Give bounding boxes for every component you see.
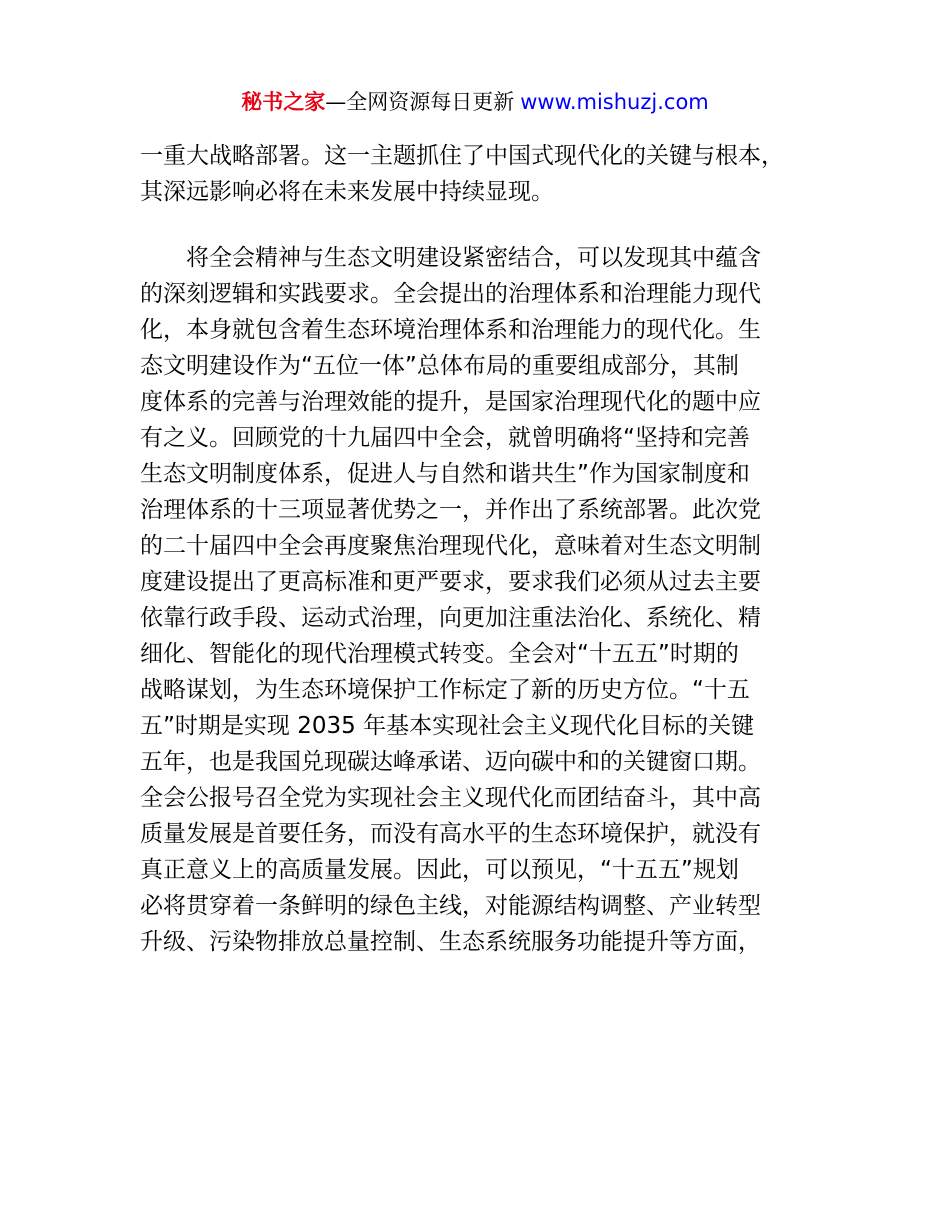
text-line: 态文明建设作为“五位一体”总体布局的重要组成部分，其制 xyxy=(140,353,739,379)
text-line: 的深刻逻辑和实践要求。全会提出的治理体系和治理能力现代 xyxy=(140,281,761,307)
text-line: 化，本身就包含着生态环境治理体系和治理能力的现代化。生 xyxy=(140,317,761,343)
text-line: 全会公报号召全党为实现社会主义现代化而团结奋斗，其中高 xyxy=(140,785,761,811)
text-line: 将全会精神与生态文明建设紧密结合，可以发现其中蕴含 xyxy=(140,245,761,271)
text-line: 五”时期是实现 2035 年基本实现社会主义现代化目标的关键 xyxy=(140,713,755,739)
text-line: 一重大战略部署。这一主题抓住了中国式现代化的关键与根本， xyxy=(140,143,784,169)
text-line: 质量发展是首要任务，而没有高水平的生态环境保护，就没有 xyxy=(140,821,761,847)
text-line: 度建设提出了更高标准和更严要求，要求我们必须从过去主要 xyxy=(140,569,761,595)
text-line: 依靠行政手段、运动式治理，向更加注重法治化、系统化、精 xyxy=(140,605,761,631)
text-line: 升级、污染物排放总量控制、生态系统服务功能提升等方面， xyxy=(140,929,761,955)
text-line: 有之义。回顾党的十九届四中全会，就曾明确将“坚持和完善 xyxy=(140,425,750,451)
website-link[interactable]: www.mishuzj.com xyxy=(520,90,709,114)
header-tagline: —全网资源每日更新 xyxy=(325,90,515,114)
paragraph-gap xyxy=(140,210,820,240)
text-line: 五年，也是我国兑现碳达峰承诺、迈向碳中和的关键窗口期。 xyxy=(140,749,761,775)
text-line: 其深远影响必将在未来发展中持续显现。 xyxy=(140,179,554,205)
page-header xyxy=(0,86,950,118)
text-line: 战略谋划，为生态环境保护工作标定了新的历史方位。“十五 xyxy=(140,677,750,703)
text-line: 细化、智能化的现代治理模式转变。全会对“十五五”时期的 xyxy=(140,641,739,667)
brand-name: 秘书之家 xyxy=(241,90,326,114)
text-line: 的二十届四中全会再度聚焦治理现代化，意味着对生态文明制 xyxy=(140,533,761,559)
text-line: 生态文明制度体系，促进人与自然和谐共生”作为国家制度和 xyxy=(140,461,750,487)
text-line: 治理体系的十三项显著优势之一，并作出了系统部署。此次党 xyxy=(140,497,761,523)
text-line: 真正意义上的高质量发展。因此，可以预见，“十五五”规划 xyxy=(140,857,739,883)
document-body xyxy=(140,138,820,960)
text-line: 度体系的完善与治理效能的提升，是国家治理现代化的题中应 xyxy=(140,389,761,415)
text-line: 必将贯穿着一条鲜明的绿色主线，对能源结构调整、产业转型 xyxy=(140,893,761,919)
